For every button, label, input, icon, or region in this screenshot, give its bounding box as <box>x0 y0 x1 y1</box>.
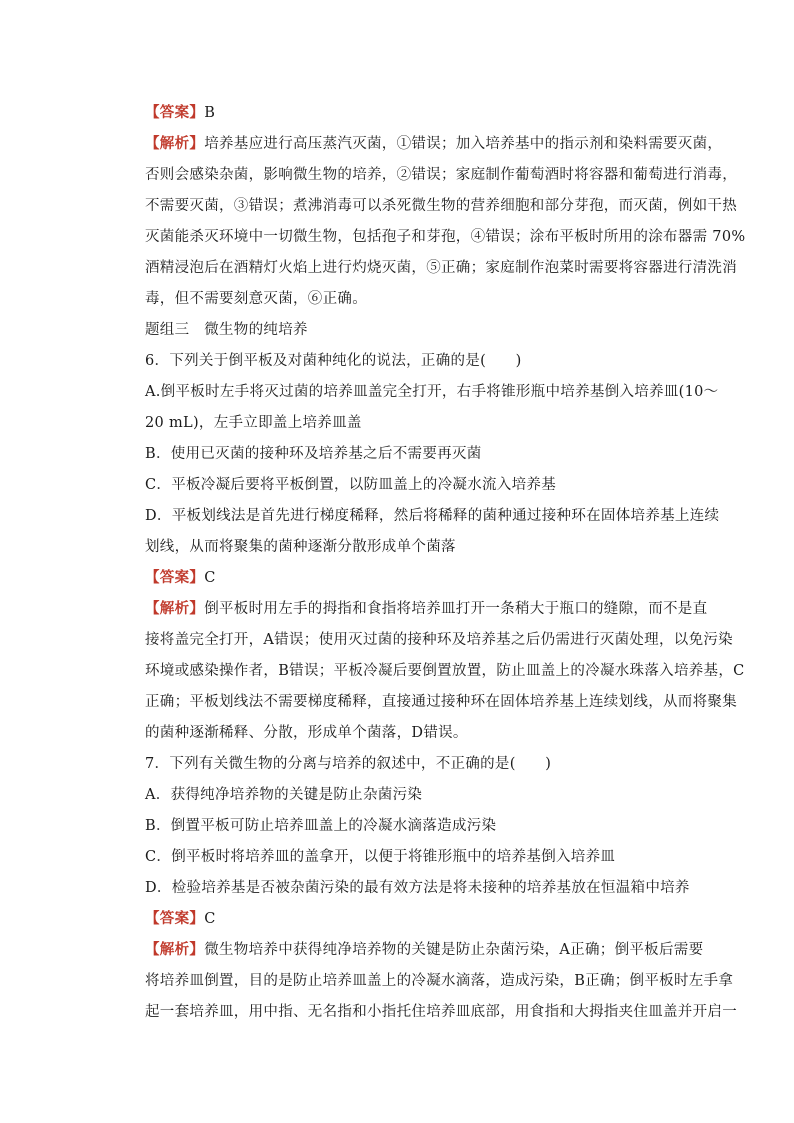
analysis-line: 不需要灭菌，③错误；煮沸消毒可以杀死微生物的营养细胞和部分芽孢，而灭菌，例如干热 <box>145 198 737 214</box>
analysis-line: 的菌种逐渐稀释、分散，形成单个菌落，D错误。 <box>145 725 468 741</box>
answer-tag: 【答案】 <box>145 910 205 927</box>
option-b: B．使用已灭菌的接种环及培养基之后不需要再灭菌 <box>145 446 482 462</box>
option-d-continued: 划线，从而将聚集的菌种逐渐分散形成单个菌落 <box>145 539 456 555</box>
option-d: D．平板划线法是首先进行梯度稀释，然后将稀释的菌种通过接种环在固体培养基上连续 <box>145 508 720 524</box>
answer-value: B <box>204 105 216 121</box>
analysis-line: 环境或感染操作者，B错误；平板冷凝后要倒置放置，防止皿盖上的冷凝水珠落入培养基，C <box>145 663 745 679</box>
option-c: C．平板冷凝后要将平板倒置，以防皿盖上的冷凝水流入培养基 <box>145 477 556 493</box>
answer-value: C <box>204 911 216 927</box>
analysis-line <box>145 599 708 619</box>
section-heading: 题组三 微生物的纯培养 <box>145 322 308 338</box>
answer-tag: 【答案】 <box>145 104 205 121</box>
option-a-continued: 20 mL)，左手立即盖上培养皿盖 <box>145 415 362 431</box>
analysis-text: 培养基应进行高压蒸汽灭菌，①错误；加入培养基中的指示剂和染料需要灭菌， <box>204 136 723 152</box>
option-a: A．获得纯净培养物的关键是防止杂菌污染 <box>145 787 423 803</box>
analysis-line: 将培养皿倒置，目的是防止培养皿盖上的冷凝水滴落，造成污染，B正确；倒平板时左手拿 <box>145 973 734 989</box>
answer-tag: 【答案】 <box>145 569 205 586</box>
answer-line <box>145 103 680 123</box>
analysis-line: 毒，但不需要刻意灭菌，⑥正确。 <box>145 291 367 307</box>
option-c: C．倒平板时将培养皿的盖拿开，以便于将锥形瓶中的培养基倒入培养皿 <box>145 849 616 865</box>
analysis-tag: 【解析】 <box>145 135 205 152</box>
analysis-line: 正确；平板划线法不需要梯度稀释，直接通过接种环在固体培养基上连续划线，从而将聚集 <box>145 694 737 710</box>
analysis-line <box>145 134 723 154</box>
analysis-tag: 【解析】 <box>145 941 205 958</box>
option-b: B．倒置平板可防止培养皿盖上的冷凝水滴落造成污染 <box>145 818 497 834</box>
analysis-tag: 【解析】 <box>145 600 205 617</box>
question-stem: 7．下列有关微生物的分离与培养的叙述中，不正确的是( ) <box>145 756 552 772</box>
option-a: A.倒平板时左手将灭过菌的培养皿盖完全打开，右手将锥形瓶中培养基倒入培养皿(10～ <box>145 384 719 400</box>
question-stem: 6．下列关于倒平板及对菌种纯化的说法，正确的是( ) <box>145 353 522 369</box>
analysis-text: 倒平板时用左手的拇指和食指将培养皿打开一条稍大于瓶口的缝隙，而不是直 <box>204 601 708 617</box>
analysis-line: 灭菌能杀灭环境中一切微生物，包括孢子和芽孢，④错误；涂布平板时所用的涂布器需 70% <box>145 229 746 245</box>
analysis-line: 酒精浸泡后在酒精灯火焰上进行灼烧灭菌，⑤正确；家庭制作泡菜时需要将容器进行清洗消 <box>145 260 737 276</box>
analysis-text: 微生物培养中获得纯净培养物的关键是防止杂菌污染，A正确；倒平板后需要 <box>204 942 704 958</box>
answer-value: C <box>204 570 216 586</box>
option-d: D．检验培养基是否被杂菌污染的最有效方法是将未接种的培养基放在恒温箱中培养 <box>145 880 690 896</box>
answer-line <box>145 568 680 588</box>
answer-line <box>145 909 680 929</box>
analysis-line: 否则会感染杂菌，影响微生物的培养，②错误；家庭制作葡萄酒时将容器和葡萄进行消毒， <box>145 167 737 183</box>
analysis-line: 起一套培养皿，用中指、无名指和小指托住培养皿底部，用食指和大拇指夹住皿盖并开启一 <box>145 1004 737 1020</box>
analysis-line: 接将盖完全打开，A错误；使用灭过菌的接种环及培养基之后仍需进行灭菌处理，以免污染 <box>145 632 733 648</box>
analysis-line <box>145 940 704 960</box>
